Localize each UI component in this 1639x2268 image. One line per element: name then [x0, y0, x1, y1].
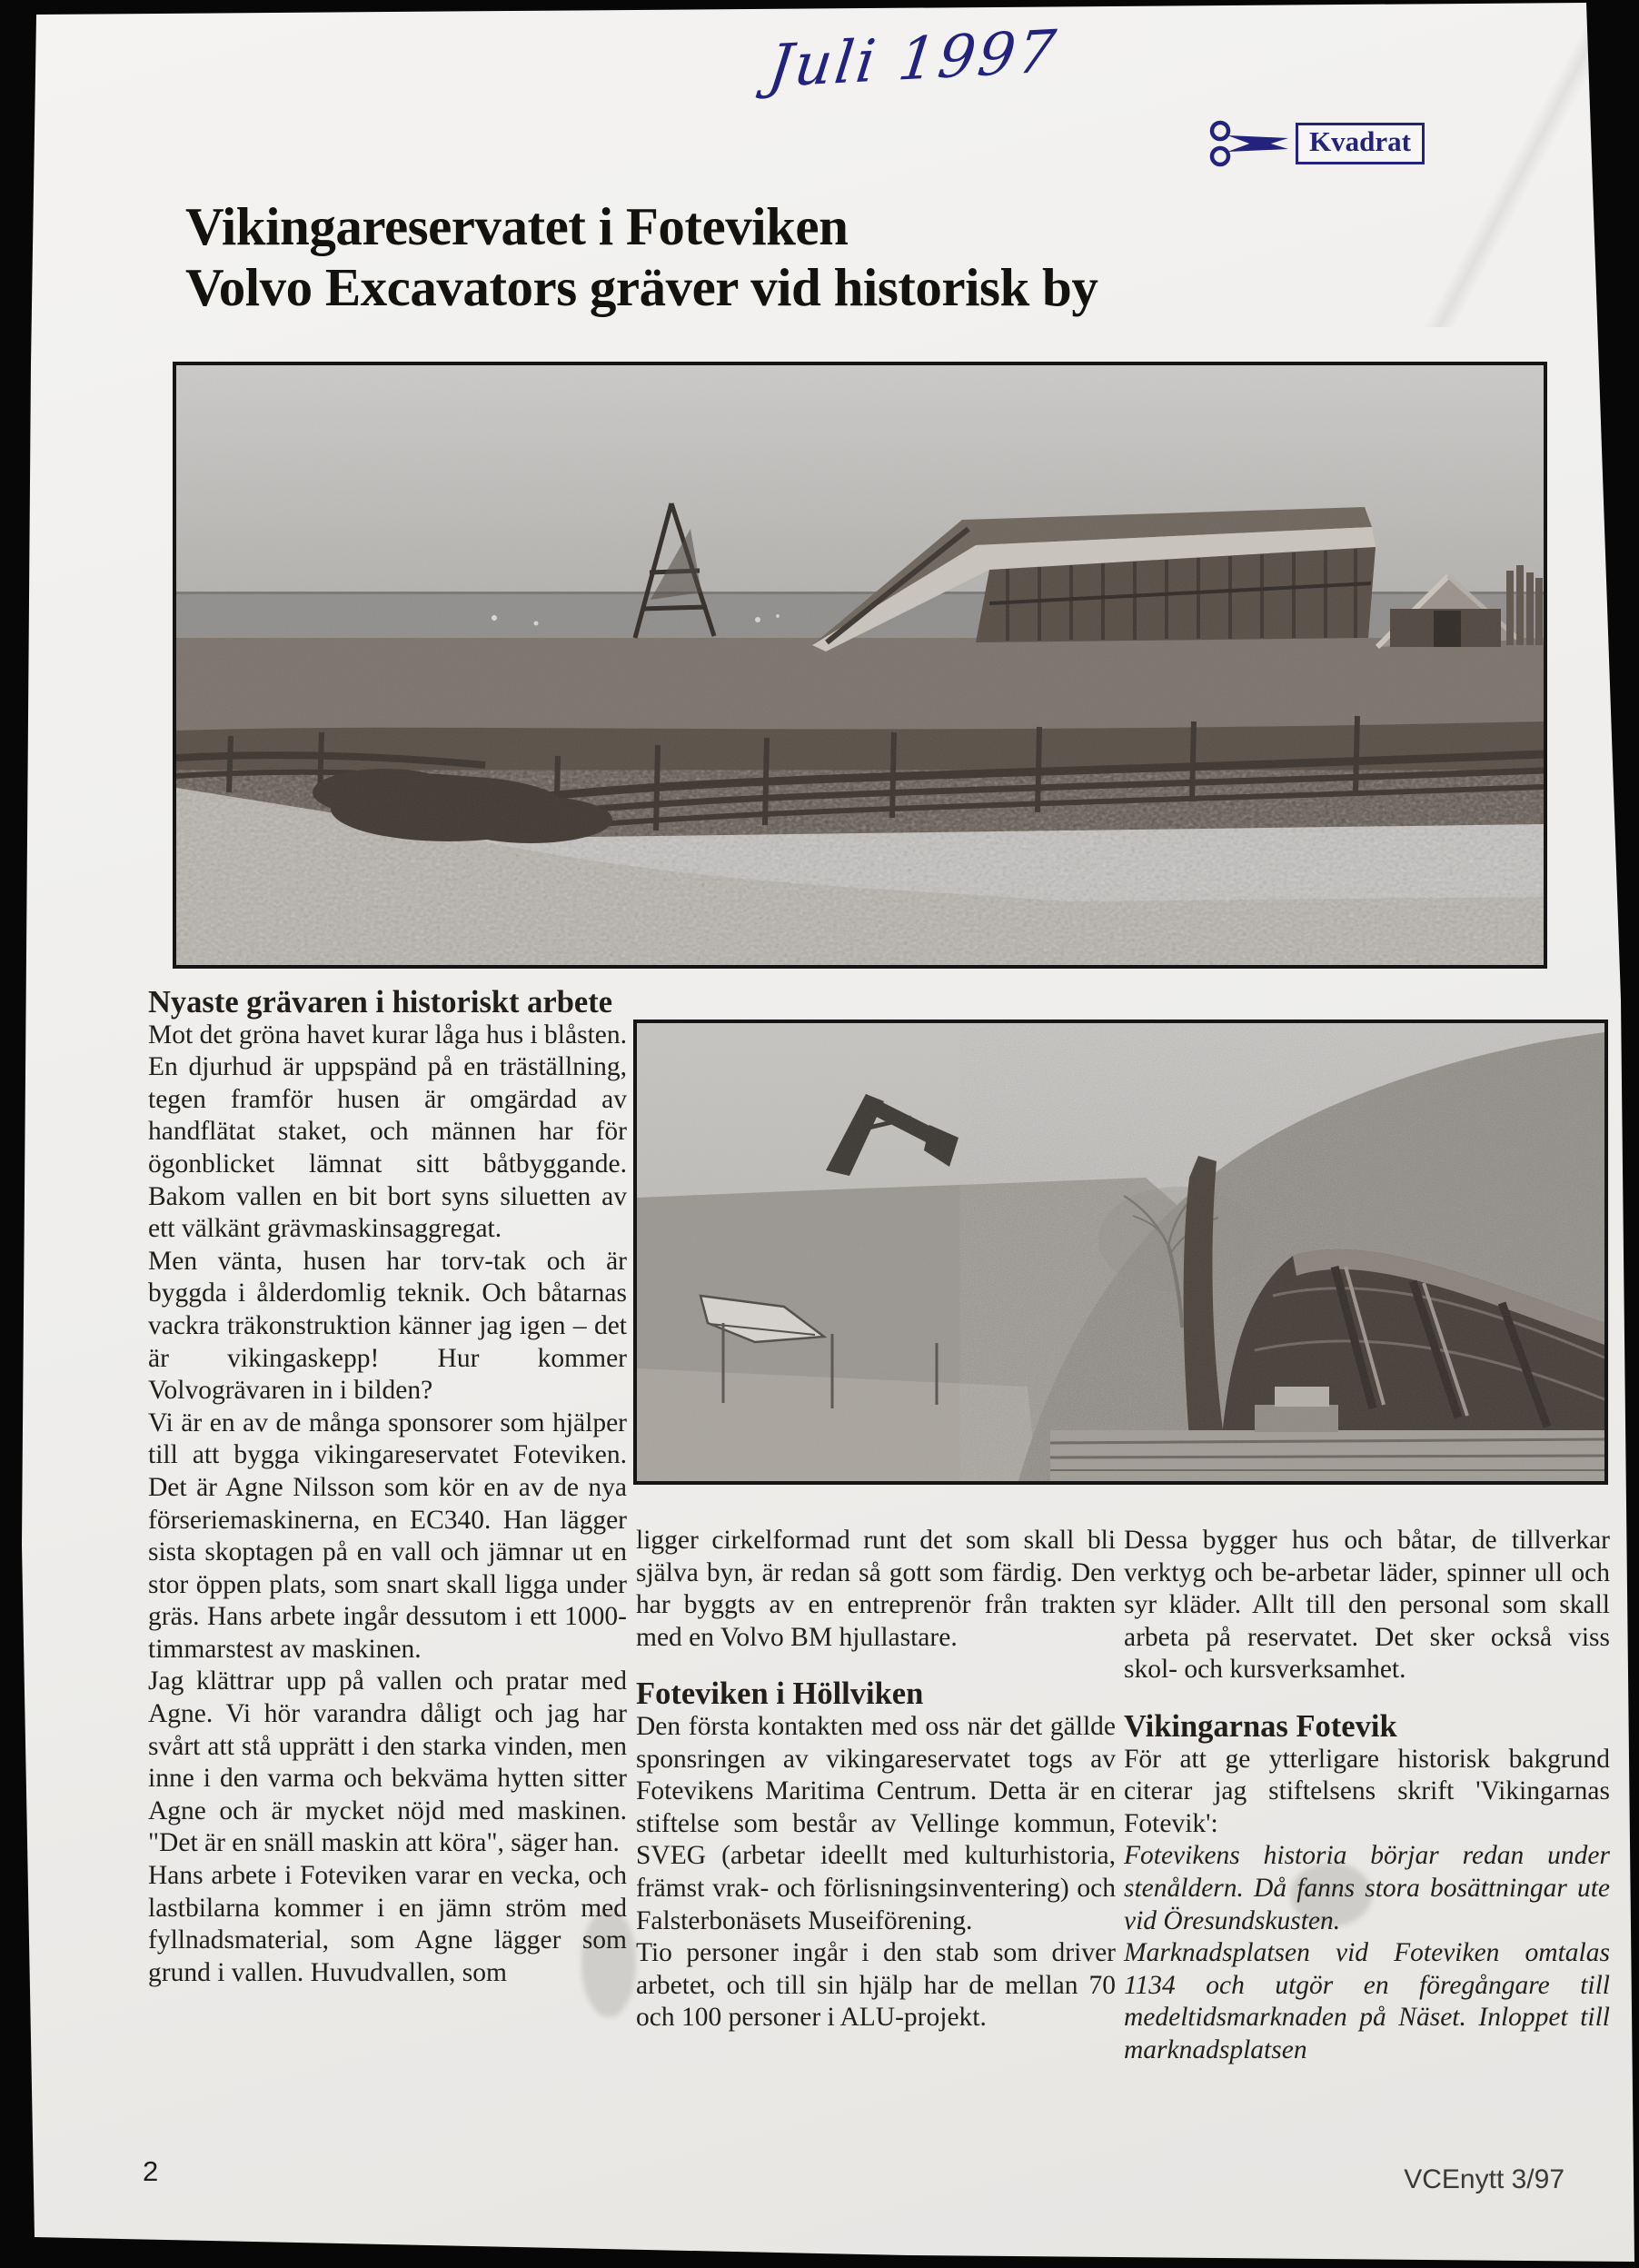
paragraph: ligger cirkelformad runt det som skall bli själva byn, är redan så gott som färdig. Den har byggts av en entreprenör från trakten med en Volvo BM hjullastare.: [636, 1526, 1116, 1652]
photo-grain: [176, 365, 1544, 965]
quoted-passage: Fotevikens historia börjar redan under stenåldern. Då fanns stora bosättningar ute vid Öresundskusten.: [1124, 1841, 1610, 1935]
column3-heading: Vikingarnas Fotevik: [1124, 1708, 1397, 1744]
column2-heading: Foteviken i Höllviken: [636, 1676, 924, 1712]
paragraph: Mot det gröna havet kurar låga hus i blåsten. En djurhud är uppspänd på en träställning, tegen framför husen är omgärdad av handflätat staket, och männen har för ögonblicket lämnat sitt båtbyggande. Bakom vallen en bit bort syns siluetten av ett välkänt grävmaskinsaggregat.: [148, 1020, 627, 1244]
photo-viking-village: [173, 362, 1547, 969]
paragraph: Men vänta, husen har torv-tak och är byggda i ålderdomlig teknik. Och båtarnas vackra träkonstruktion känner jag igen – det är vikingaskepp! Hur kommer Volvogrävaren in i bilden?: [148, 1246, 627, 1406]
article-column-3: [1124, 1525, 1610, 2067]
article-title: [185, 196, 1098, 318]
kvadrat-logo: [1208, 116, 1425, 171]
paragraph: Tio personer ingår i den stab som driver arbetet, och till sin hjälp har de mellan 70 och 100 personer i ALU-projekt.: [636, 1938, 1116, 2033]
paragraph: Den första kontakten med oss när det gällde sponsringen av vikingareservatet togs av Fotevikens Maritima Centrum. Detta är en stiftelse som består av Vellinge kommun, SVEG (arbetar ideellt med kulturhistoria, främst vrak- och förlisningsinventering) och Falsterbonäsets Museiförening.: [636, 1711, 1116, 1935]
issue-label: VCEnytt 3/97: [1404, 2164, 1564, 2194]
quoted-passage: Marknadsplatsen vid Foteviken omtalas 1134 och utgör en föregångare till medeltidsmarknaden på Näset. Inloppet till marknadsplatsen: [1124, 1938, 1610, 2064]
scissors-icon: [1208, 116, 1292, 171]
column1-heading: Nyaste grävaren i historiskt arbete: [148, 985, 613, 1020]
photo-excavator-ship: [633, 1020, 1608, 1485]
paragraph: Jag klättrar upp på vallen och pratar med Agne. Vi hör varandra dåligt och jag har svårt att stå upprätt i den starka vinden, men inne i den varma och bekväma hytten sitter Agne och är mycket nöjd med maskinen. "Det är en snäll maskin att köra", säger han.: [148, 1666, 627, 1858]
paragraph: Dessa bygger hus och båtar, de tillverkar verktyg och be-arbetar läder, spinner ull och syr kläder. Allt till den personal som skall arbeta på reservatet. Det sker också viss skol- och kursverksamhet.: [1124, 1526, 1610, 1685]
article-column-1: [148, 987, 627, 1989]
paragraph: Vi är en av de många sponsorer som hjälper till att bygga vikingareservatet Foteviken. Det är Agne Nilsson som kör en av de nya förseriemaskinerna, en EC340. Han lägger sista skoptagen på en vall och jämnar ut en stor öppen plats, som snart skall ligga under gräs. Hans arbete ingår dessutom i ett 1000-timmarstest av maskinen.: [148, 1408, 627, 1664]
page-number: 2: [143, 2155, 159, 2187]
paper-crease: [1417, 0, 1635, 327]
paragraph: Hans arbete i Foteviken varar en vecka, och lastbilarna kommer i en jämn ström med fyllnadsmaterial, som Agne lägger som grund i vallen. Huvudvallen, som: [148, 1861, 627, 1987]
handwritten-date: Juli 1997: [764, 18, 1062, 102]
article-title-line1: Vikingareservatet i Foteviken: [185, 196, 849, 256]
article-title-line2: Volvo Excavators gräver vid historisk by: [185, 257, 1098, 317]
photo-grain: [637, 1023, 1604, 1481]
article-column-2: [636, 1525, 1116, 2034]
paragraph: För att ge ytterligare historisk bakgrund citerar jag stiftelsens skrift 'Vikingarnas Fotevik':: [1124, 1744, 1610, 1838]
kvadrat-logo-text: Kvadrat: [1296, 123, 1425, 164]
